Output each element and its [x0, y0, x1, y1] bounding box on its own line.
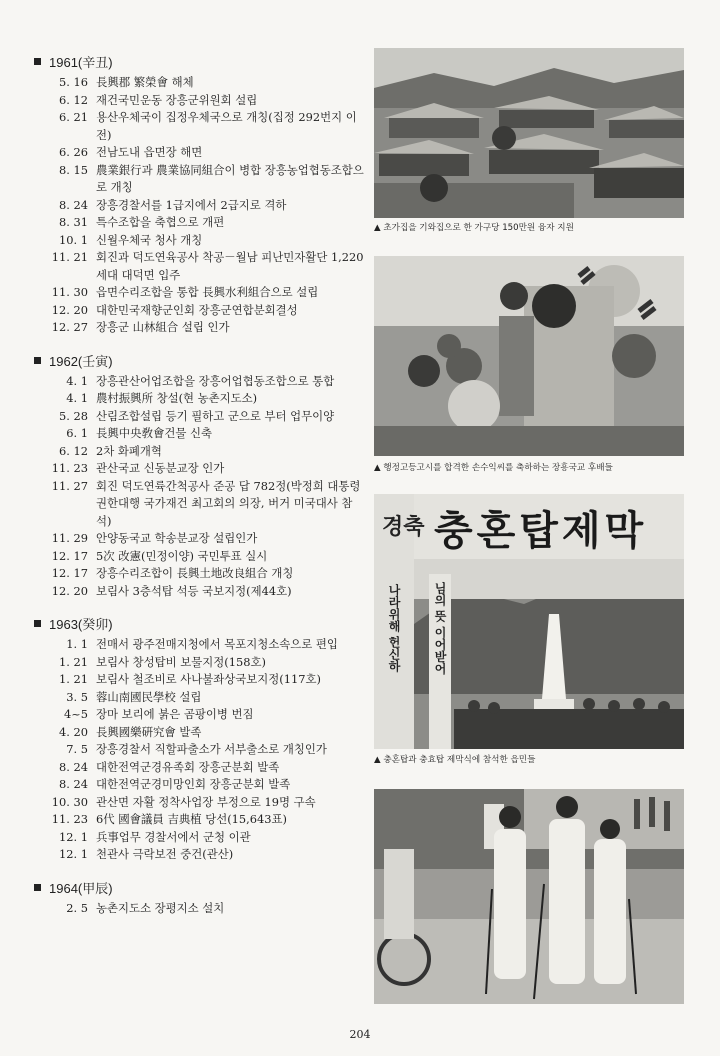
photo-monument	[374, 494, 684, 749]
chronology-entry	[34, 654, 364, 672]
entry-date: 11. 27	[51, 478, 88, 493]
entry-text: 蓉山南國民學校 설립	[96, 689, 202, 704]
chronology-entry	[34, 214, 364, 232]
photo-village	[374, 48, 684, 218]
banner-text: 충혼탑제막	[434, 508, 648, 554]
chronology-entry	[34, 846, 364, 864]
entry-text: 재건국민운동 장흥군위원회 설립	[96, 92, 258, 107]
entry-text: 대한전역군경미망인회 장흥군분회 발족	[96, 777, 291, 791]
chronology-entry	[34, 109, 364, 144]
photo-elders	[374, 789, 684, 1004]
entry-date: 12. 17	[51, 548, 88, 563]
entry-text: 특수조합을 축협으로 개편	[96, 215, 225, 229]
year-block	[34, 878, 364, 918]
entry-date: 10. 1	[59, 232, 88, 247]
entry-text: 農業銀行과 農業協同組合이 병합 장흥농업협동조합으로 개칭	[96, 162, 364, 194]
post-text-2: 나라위해 헌신하	[387, 584, 401, 673]
year-title: 1964(甲辰)	[49, 880, 113, 896]
entry-text: 長興郡 繁榮會 해체	[96, 75, 194, 89]
entry-text: 농촌지도소 장평지소 설치	[96, 900, 225, 915]
entry-text: 장흥관산어업조합을 장흥어업협동조합으로 통합	[96, 373, 335, 388]
entry-date: 1. 21	[59, 672, 88, 686]
square-bullet-icon	[34, 884, 41, 891]
chronology-entry	[34, 284, 364, 302]
chronology-entry	[34, 319, 364, 337]
entry-text: 6代 國會議員 吉典植 당선(15,643표)	[96, 812, 287, 826]
entry-text: 보림사 철조비로 사나불좌상국보지정(117호)	[96, 672, 321, 686]
chronology-entry	[34, 460, 364, 478]
year-title: 1962(壬寅)	[49, 353, 113, 369]
entry-text: 장흥경찰서를 1급지에서 2급지로 격하	[96, 197, 287, 212]
chronology-entry	[34, 671, 364, 689]
chronology-entry	[34, 900, 364, 918]
entry-date: 8. 31	[59, 215, 88, 229]
post-text-1: 님의 뜻 이어받어	[433, 582, 447, 675]
entry-text: 5次 改憲(민정이양) 국민투표 실시	[96, 548, 268, 563]
chronology-entry	[34, 408, 364, 426]
entry-text: 회진 덕도연륙간척공사 준공 답 782정(박정희 대통령 권한대행 국가재건 최고회의 의장, 버거 미국대사 참석)	[96, 478, 361, 528]
photo-caption-2: ▲ 행정고등고시를 합격한 손수익씨를 축하하는 장흥국교 후배들	[374, 463, 613, 473]
square-bullet-icon	[34, 58, 41, 65]
entry-date: 4~5	[63, 707, 88, 721]
chronology-entry	[34, 373, 364, 391]
entry-text: 장흥수리조합이 長興土地改良組合 개칭	[96, 566, 294, 580]
chronology-entry	[34, 689, 364, 707]
photo-ceremony	[374, 256, 684, 456]
entry-date: 12. 20	[51, 302, 88, 317]
entry-text: 읍면수리조합을 통합 長興水利組合으로 설립	[96, 285, 319, 299]
entry-text: 전매서 광주전매지청에서 목포지청소속으로 편입	[96, 637, 338, 651]
entry-date: 1. 21	[59, 654, 88, 669]
year-heading	[34, 351, 364, 370]
chronology-entry	[34, 74, 364, 92]
year-block	[34, 614, 364, 864]
photo-village-image	[374, 48, 684, 218]
chronology-entry	[34, 197, 364, 215]
entry-date: 5. 28	[59, 408, 88, 423]
entry-text: 장흥군 山林組合 설립 인가	[96, 320, 230, 334]
entry-date: 4. 20	[59, 724, 88, 739]
entry-text: 長興中央敎會건물 신축	[96, 426, 212, 440]
year-block	[34, 52, 364, 337]
chronology-entry	[34, 794, 364, 812]
entry-text: 보림사 3층석탑 석등 국보지정(제44호)	[96, 583, 292, 598]
entry-date: 12. 1	[59, 847, 88, 861]
entry-date: 8. 24	[59, 759, 88, 774]
entry-date: 11. 23	[51, 812, 88, 826]
year-block	[34, 351, 364, 601]
entry-date: 12. 27	[51, 320, 88, 334]
entry-date: 3. 5	[66, 689, 88, 704]
square-bullet-icon	[34, 620, 41, 627]
entry-text: 회진과 덕도연육공사 착공－월남 피난민자활단 1,220세대 대덕면 입주	[96, 250, 364, 282]
chronology-entry	[34, 530, 364, 548]
entry-text: 산림조합설립 등기 필하고 군으로 부터 업무이양	[96, 408, 335, 423]
square-bullet-icon	[34, 357, 41, 364]
chronology-entry	[34, 776, 364, 794]
entry-text: 용산우체국이 집정우체국으로 개칭(집정 292번지 이전)	[96, 110, 357, 142]
entry-text: 대한민국재향군인회 장흥군연합분회결성	[96, 302, 298, 317]
entry-date: 12. 1	[59, 829, 88, 844]
entry-date: 4. 1	[66, 391, 88, 405]
entry-date: 10. 30	[51, 794, 88, 809]
page-number: 204	[349, 1028, 371, 1041]
chronology-entry	[34, 706, 364, 724]
chronology-entry	[34, 636, 364, 654]
chronology-entry	[34, 92, 364, 110]
chronology-entry	[34, 302, 364, 320]
entry-date: 8. 24	[59, 777, 88, 791]
entry-text: 장마 보리에 붉은 곰팡이병 번짐	[96, 707, 254, 721]
entry-text: 전남도내 읍면장 해면	[96, 145, 203, 159]
entry-date: 5. 16	[59, 75, 88, 89]
entry-text: 천관사 극락보전 중건(관산)	[96, 847, 234, 861]
chronology-entry	[34, 583, 364, 601]
entry-date: 4. 1	[66, 373, 88, 388]
chronology-entry	[34, 425, 364, 443]
photo-ceremony-image	[374, 256, 684, 456]
chronology-entry	[34, 829, 364, 847]
entry-text: 대한전역군경유족회 장흥군분회 발족	[96, 759, 280, 774]
entry-text: 관산면 자활 정착사업장 부정으로 19명 구속	[96, 794, 316, 809]
entry-date: 6. 26	[59, 145, 88, 159]
photo-monument-image	[374, 494, 684, 749]
entry-date: 8. 24	[59, 197, 88, 212]
entry-date: 2. 5	[66, 900, 88, 915]
chronology-entry	[34, 144, 364, 162]
entry-text: 신월우체국 청사 개칭	[96, 232, 203, 247]
chronology-entry	[34, 249, 364, 284]
year-title: 1963(癸卯)	[49, 617, 113, 632]
chronology-column	[34, 52, 364, 931]
entry-date: 12. 20	[51, 583, 88, 598]
chronology-entry	[34, 390, 364, 408]
entry-date: 12. 17	[51, 566, 88, 580]
side-text: 경축	[382, 515, 425, 540]
entry-date: 7. 5	[66, 742, 88, 756]
entry-date: 11. 29	[51, 531, 88, 545]
entry-text: 長興國樂硏究會 발족	[96, 724, 202, 739]
entry-date: 6. 12	[59, 443, 88, 458]
chronology-entry	[34, 811, 364, 829]
entry-date: 11. 30	[51, 285, 88, 299]
year-list	[34, 52, 364, 917]
photo-caption-3: ▲ 충혼탑과 충효탑 제막식에 참석한 읍민들	[374, 755, 536, 765]
photo-caption-1: ▲ 초가집을 기와집으로 한 가구당 150만원 융자 지원	[374, 223, 574, 233]
entry-date: 6. 21	[59, 110, 88, 124]
entry-text: 보림사 창성탑비 보물지정(158호)	[96, 654, 266, 669]
year-heading	[34, 878, 364, 897]
year-heading	[34, 614, 364, 633]
entry-date: 6. 1	[66, 426, 88, 440]
chronology-entry	[34, 478, 364, 531]
chronology-entry	[34, 232, 364, 250]
entry-text: 2차 화폐개혁	[96, 443, 162, 458]
chronology-entry	[34, 565, 364, 583]
entry-text: 안양동국교 학송분교장 설립인가	[96, 531, 258, 545]
chronology-entry	[34, 741, 364, 759]
entry-date: 6. 12	[59, 92, 88, 107]
entry-date: 8. 15	[59, 162, 88, 177]
chronology-entry	[34, 548, 364, 566]
chronology-entry	[34, 162, 364, 197]
photo-elders-image	[374, 789, 684, 1004]
entry-text: 農村振興所 창설(현 농촌지도소)	[96, 391, 258, 405]
chronology-entry	[34, 759, 364, 777]
entry-date: 11. 21	[51, 250, 88, 264]
entry-text: 장흥경찰서 직할파출소가 서부출소로 개칭인가	[96, 742, 327, 756]
chronology-entry	[34, 724, 364, 742]
entry-date: 1. 1	[66, 637, 88, 651]
year-heading	[34, 52, 364, 71]
entry-text: 관산국교 신동분교장 인가	[96, 461, 225, 475]
entry-text: 兵事업무 경찰서에서 군청 이관	[96, 829, 251, 844]
year-title: 1961(辛丑)	[49, 55, 113, 70]
chronology-entry	[34, 443, 364, 461]
entry-date: 11. 23	[51, 461, 88, 475]
